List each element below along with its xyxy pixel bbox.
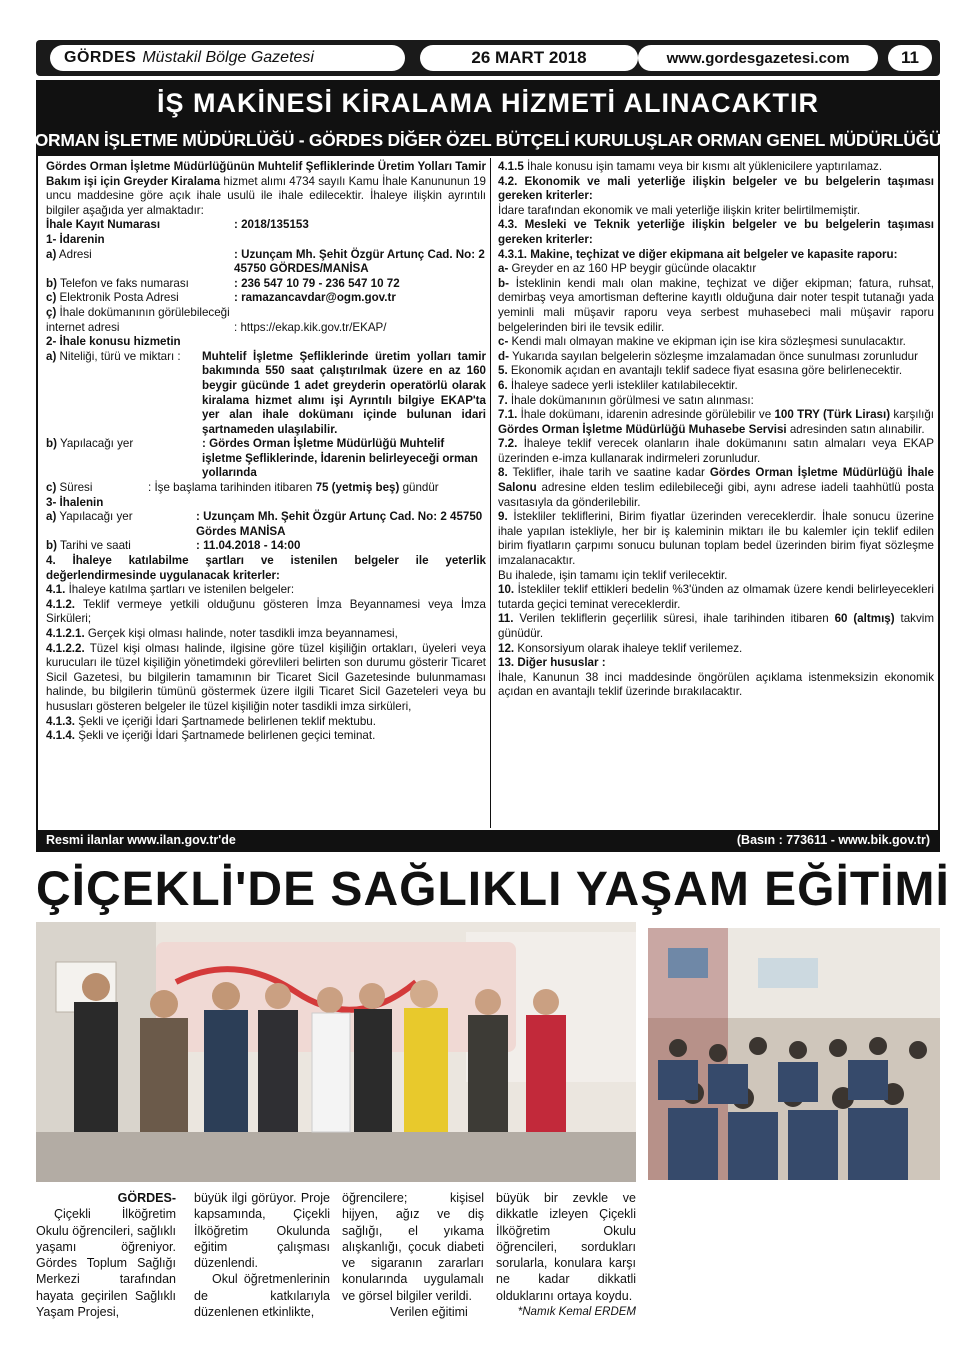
item-4-1-2-2: 4.1.2.2. Tüzel kişi olması halinde, ilgisine göre tüzel kişiliğin ortakları, üyeleri veya kurucuları ile tüzel kişiliğin yönetimdeki görevlileri belirten son durumu gösterir Ticaret Sicil Gazetesi, bu bilgilerin tamamının bir Ticaret Sicil Gazetesinde bulunmaması halinde, bu bilgilerin tümünü göstermek üzere ilgili Ticaret Sicil Gazeteleri veya bu hususları gösteren belgeler ile tüzel kişiliğin noter tasdikli imza sirküleri, (46, 641, 486, 713)
article-dateline: GÖRDES- (117, 1191, 176, 1205)
section-4-heading: 4. İhaleye katılabilme şartları ve istenilen belgeler ile yeterlik değerlendirmesinde uygulanacak kriterler: (46, 554, 486, 582)
website-link[interactable]: www.gordesgazetesi.com (638, 45, 878, 71)
column-divider (490, 158, 491, 828)
article-paragraph: büyük ilgi görüyor. Proje kapsamında, Çiçekli İlköğretim Okulunda eğitim çalışması düzenlendi. (194, 1191, 330, 1271)
admin-address: a) Adresi : Uzunçam Mh. Şehit Özgür Artunç Cad. No: 2 45750 GÖRDES/MANİSA (46, 247, 485, 276)
page-number: 11 (888, 45, 932, 71)
item-4-2-text: İdare tarafından ekonomik ve mali yeterliğe ilişkin kriter belirtilmemiştir. (498, 203, 861, 217)
article-paragraph: öğrencilere; kişisel hijyen, ağız ve diş sağlığı, el yıkama alışkanlığı, çocuk diabeti ve sigaranın zararları konularında uygulamalı ve görsel bilgiler verildi. (342, 1191, 484, 1303)
section-3-heading: 3- İhalenin (46, 495, 104, 509)
item-4-1: 4.1. İhaleye katılma şartları ve istenilen belgeler: (46, 583, 295, 597)
article-column-4 (496, 1190, 636, 1320)
article-paragraph: Verilen eğitimi (390, 1305, 468, 1320)
item-4-1-5: 4.1.5 İhale konusu işin tamamı veya bir kısmı alt yüklenicilere yaptırılamaz. (498, 160, 883, 173)
service-duration: c) Süresi : İşe başlama tarihinden itibaren 75 (yetmiş beş) gündür (46, 481, 439, 495)
brand-tagline: Müstakil Bölge Gazetesi (142, 49, 314, 66)
press-reference: (Basın : 773611 - www.bik.gov.tr) (736, 833, 930, 847)
item-12: 12. Konsorsiyum olarak ihaleye teklif verilemez. (498, 641, 743, 655)
article-paragraph: Çiçekli İlköğretim Okulu öğrencileri, sağlıklı yaşamı öğreniyor. Gördes Toplum Sağlığı Merkezi tarafından hayata geçirilen Sağlıklı Yaşam Projesi, (36, 1207, 176, 1320)
item-4-1-4: 4.1.4. Şekli ve içeriği İdari Şartnamede belirlenen geçici teminat. (46, 729, 376, 743)
item-13-heading: 13. Diğer hususlar : (498, 656, 606, 670)
section-2-heading: 2- İhale konusu hizmetin (46, 335, 181, 349)
item-7-2: 7.2. İhaleye teklif verecek olanların ihale dokümanını satın almaları veya EKAP üzerinden e-imza kullanarak indirmeleri zorunludur. (498, 437, 934, 465)
item-4-2-heading: 4.2. Ekonomik ve mali yeterliğe ilişkin belgeler ve bu belgelerin taşıması gereken kriterler: (498, 174, 934, 203)
ad-title: İŞ MAKİNESİ KİRALAMA HİZMETİ ALINACAKTIR (38, 82, 938, 124)
masthead (50, 45, 405, 71)
official-ads-link[interactable]: Resmi ilanlar www.ilan.gov.tr'de (46, 833, 236, 847)
item-11: 11. Verilen tekliflerin geçerlilik süresi, ihale tarihinden itibaren 60 (altmış) takvim günüdür. (498, 612, 935, 640)
article-column-1 (36, 1190, 176, 1320)
ad-right-column (498, 160, 934, 700)
article-column-3 (342, 1190, 484, 1320)
article-paragraph: büyük bir zevkle ve dikkatle izleyen Çiçekli İlköğretim Okulu öğrencileri, sordukları sorularla, konulara karşı ne kadar dikkatli olduklarını ortaya koydu. (496, 1191, 636, 1303)
item-7: 7. İhale dokümanının görülmesi ve satın alınması: (498, 393, 754, 407)
newspaper-header (36, 40, 940, 76)
brand-name: GÖRDES (64, 49, 137, 66)
item-5: 5. Ekonomik açıdan en avantajlı teklif sadece fiyat esasına göre belirlenecektir. (498, 364, 903, 378)
item-4-1-2: 4.1.2. Teklif vermeye yetkili olduğunu gösteren İmza Beyannamesi veya İmza Sirküleri; (46, 597, 486, 626)
admin-email: c) Elektronik Posta Adresi : ramazancavdar@ogm.gov.tr (46, 291, 396, 305)
item-8: 8. Teklifler, ihale tarih ve saatine kadar Gördes Orman İşletme Müdürlüğü İhale Salonu adresine elden teslim edilebileceği gibi, aynı adrese iadeli taahhütlü posta vasıtasıyla da gönderilebilir. (498, 466, 934, 509)
item-7-1: 7.1. İhale dokümanı, idarenin adresinde görülebilir ve 100 TRY (Türk Lirası) karşılığı Gördes Orman İşletme Müdürlüğü Muhasebe Servisi adresinden satın alınabilir. (498, 408, 934, 436)
item-4-3-1-heading: 4.3.1. Makine, teçhizat ve diğer ekipmana ait belgeler ve kapasite raporu: (498, 247, 898, 261)
item-4-1-2-1: 4.1.2.1. Gerçek kişi olması halinde, noter tasdikli imza beyannamesi, (46, 627, 398, 640)
ad-footer (38, 830, 938, 850)
item-13-text: İhale, Kanunun 38 inci maddesinde öngörülen açıklama istenmeksizin ekonomik açıdan en avantajlı teklif üzerinde bırakılacaktır. (498, 670, 934, 699)
group-photo (36, 922, 636, 1182)
section-1-heading: 1- İdarenin (46, 232, 105, 246)
item-6: 6. İhaleye sadece yerli istekliler katılabilecektir. (498, 378, 738, 392)
tender-date-time: b) Tarihi ve saati : 11.04.2018 - 14:00 (46, 539, 301, 553)
admin-web-address: ç) İhale dokümanının görülebileceği internet adresi : https://ekap.kik.gov.tr/EKAP/ (46, 305, 387, 334)
article-headline: ÇİÇEKLİ'DE SAĞLIKLI YAŞAM EĞİTİMİ (36, 863, 950, 916)
item-d: d- Yukarıda sayılan belgelerin sözleşme imzalamadan önce sunulması zorunludur (498, 349, 918, 363)
article-author: *Namık Kemal ERDEM (517, 1306, 636, 1319)
item-4-3-heading: 4.3. Mesleki ve Teknik yeterliğe ilişkin belgeler ve bu belgelerin taşıması gereken kriterler: (498, 218, 934, 246)
admin-phone: b) Telefon ve faks numarası : 236 547 10 79 - 236 547 10 72 (46, 276, 400, 290)
service-nature: a) Niteliği, türü ve miktarı : Muhtelif İşletme Şefliklerinde üretim yolları tamir bakımında 550 saat çalıştırılmak üzere en az 160 beygir gücünde 1 adet greyderin operatörlü olarak kiralama hizmet alımı işi Ayrıntılı bilgiye EKAP'ta yer alan ihale dokümanı içinde bulunan idari şartnameden ulaşılabilir. (46, 349, 486, 436)
item-4-1-3: 4.1.3. Şekli ve içeriği İdari Şartnamede belirlenen teklif mektubu. (46, 714, 376, 728)
item-9: 9. İstekliler tekliflerini, Birim fiyatlar üzerinden vereceklerdir. İhale sonucu üzerine ihale yapılan istekliyle, her bir iş kaleminin miktarı ile bu kalemler için teklif edilen birim fiyatların çarpımı sonucu bulunan toplam bedel üzerinden birim fiyat sözleşme imzalanacaktır. (498, 510, 934, 568)
tender-announcement (36, 80, 940, 852)
issue-date: 26 MART 2018 (420, 45, 638, 71)
tender-location: a) Yapılacağı yer : Uzunçam Mh. Şehit Özgür Artunç Cad. No: 2 45750 Gördes MANİSA (46, 510, 483, 538)
item-9-extra: Bu ihalede, işin tamamı için teklif verilecektir. (498, 568, 728, 582)
ad-subtitle: ORMAN İŞLETME MÜDÜRLÜĞÜ - GÖRDES DİĞER ÖZEL BÜTÇELİ KURULUŞLAR ORMAN GENEL MÜDÜRLÜĞÜ (38, 124, 938, 156)
item-c: c- Kendi malı olmayan makine ve ekipman için ise kira sözleşmesi sunulacaktır. (498, 335, 906, 349)
item-a: a- Greyder en az 160 HP beygir gücünde olacaktır (498, 262, 757, 276)
item-10: 10. İstekliler teklif ettikleri bedelin %3'ünden az olmamak üzere kendi belirleyecekleri tutarda geçici teminat vereceklerdir. (498, 583, 934, 611)
article-column-2 (194, 1190, 330, 1320)
classroom-photo (648, 928, 940, 1180)
item-b: b- İsteklinin kendi malı olan makine, teçhizat ve diğer ekipman; fatura, ruhsat, demirbaş veya amortisman defterine kayıtlı olduğuna dair noter tespit tutanağı yada yeminli mali müşavir raporu veya serbest muhasebeci mali müşavir raporu belgelerinden biri ile tevsik edilir. (498, 276, 934, 334)
ad-left-column (46, 160, 486, 744)
service-location: b) Yapılacağı yer : Gördes Orman İşletme Müdürlüğü Muhtelif işletme Şefliklerinde, İdarenin belirleyeceği orman yollarında (46, 437, 478, 480)
tender-record-number: İhale Kayıt Numarası : 2018/135153 (46, 218, 309, 232)
ad-intro: Gördes Orman İşletme Müdürlüğünün Muhtelif Şefliklerinde Üretim Yolları Tamir Bakım işi için Greyder Kiralama hizmet alımı 4734 sayılı Kamu İhale Kanununun 19 uncu maddesine göre açık ihale usulü ile ihale edilecektir. İhaleye ilişkin ayrıntılı bilgiler aşağıda yer almaktadır: (46, 160, 486, 217)
article-paragraph: Okul öğretmenlerinin de katkılarıyla düzenlenen etkinlikte, (194, 1272, 330, 1320)
